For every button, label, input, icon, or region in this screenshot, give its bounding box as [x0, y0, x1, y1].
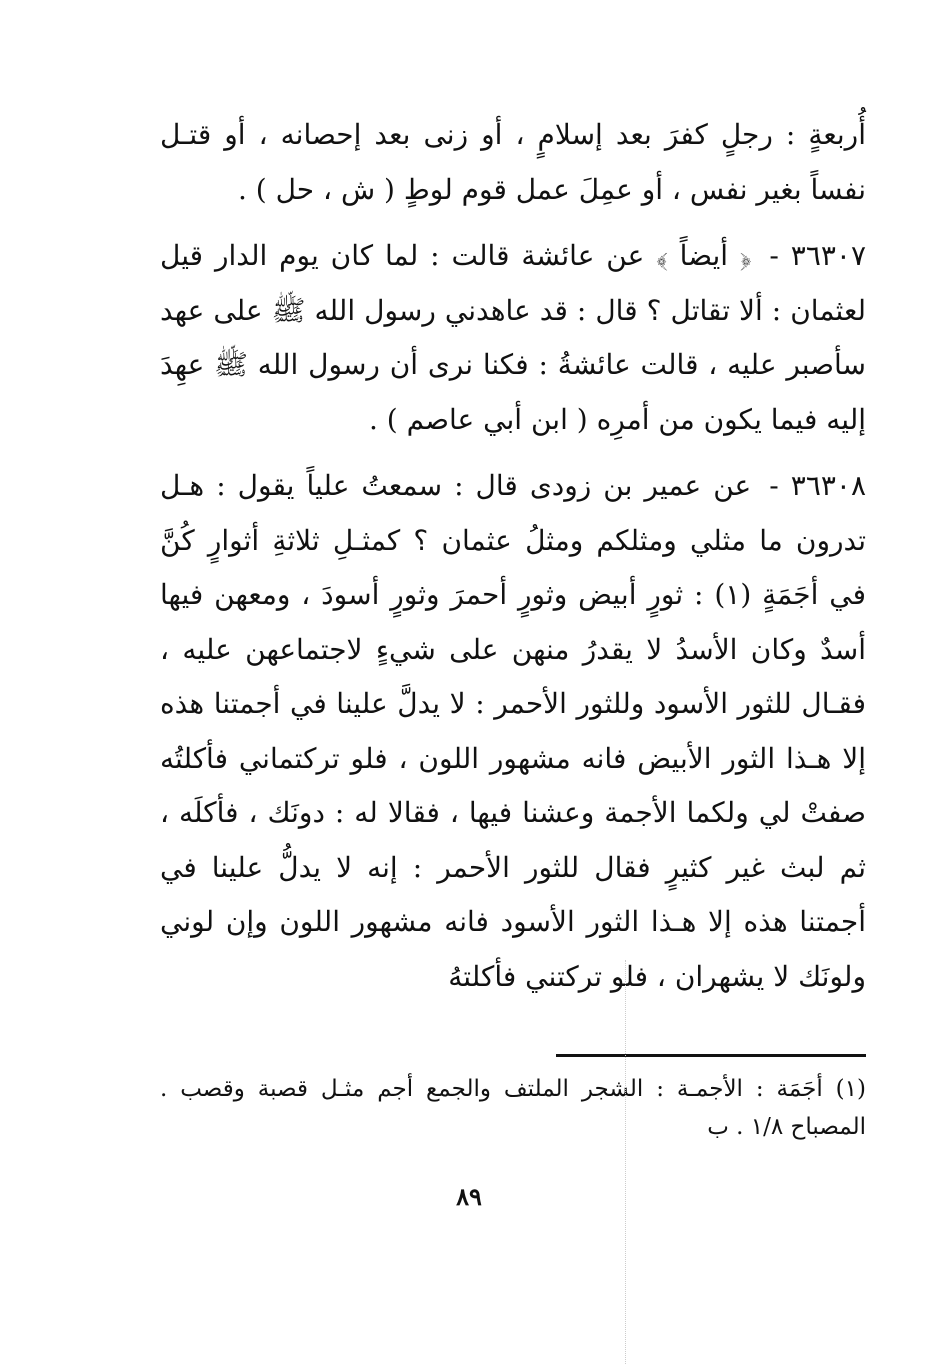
paragraph-text: ﴿ أيضاً ﴾ عن عائشة قالت : لما كان يوم الدار قيل لعثمان : ألا تقاتل ؟ قال : قد عاهدني رسول الله ﷺ على عهد سأصبر عليه ، قالت عائشةُ : فكنا نرى أن رسول الله ﷺ عهِدَ إليه فيما يكون من أمرِه ( ابن أبي عاصم ) .	[160, 239, 866, 436]
footnote	[160, 1070, 866, 1146]
hadith-number: ٣٦٣٠٧ -	[769, 239, 866, 272]
main-text	[160, 108, 866, 1004]
page-number: ٨٩	[456, 1182, 482, 1211]
footnote-text: (١) أجَمَة : الأجمـة : الشجر الملتف والجمع أجم مثـل قصبة وقصب . المصباح ١/٨ . ب	[160, 1076, 866, 1140]
hadith-36307	[160, 229, 866, 447]
scan-artifact-line	[625, 960, 626, 1364]
hadith-36308	[160, 459, 866, 1004]
paragraph-text: عن عمير بن زودى قال : سمعتُ علياً يقول : هـل تدرون ما مثلي ومثلكم ومثلُ عثمان ؟ كمثـلِ ثلاثةِ أثوارٍ كُنَّ في أجَمَةٍ (١) : ثورٍ أبيض وثورٍ أحمرَ وثورٍ أسودَ ، ومعهن فيها أسدٌ وكان الأسدُ لا يقدرُ منهن على شيءٍ لاجتماعهن عليه ، فقـال للثور الأسود وللثور الأحمر : لا يدلَّ علينا في أجمتنا هذه إلا هـذا الثور الأبيض فانه مشهور اللون ، فلو تركتماني فأكلتُه صفتْ لي ولكما الأجمة وعشنا فيها ، فقالا له : دونَك ، فأكلَه ، ثم لبث غير كثيرٍ فقال للثور الأحمر : إنه لا يدلُّ علينا في أجمتنا هذه إلا هـذا الثور الأسود فانه مشهور اللون وإن لوني ولونَك لا يشهران ، فلو تركتني فأكلتهُ	[160, 469, 866, 993]
footnote-separator	[556, 1054, 866, 1057]
hadith-number: ٣٦٣٠٨ -	[769, 469, 866, 502]
paragraph-continuation	[160, 108, 866, 217]
paragraph-text: أُربعةٍ : رجلٍ كفرَ بعد إسلامٍ ، أو زنى بعد إحصانه ، أو قتـل نفساً بغير نفس ، أو عمِلَ عمل قوم لوطٍ ( ش ، حل ) .	[160, 118, 866, 206]
